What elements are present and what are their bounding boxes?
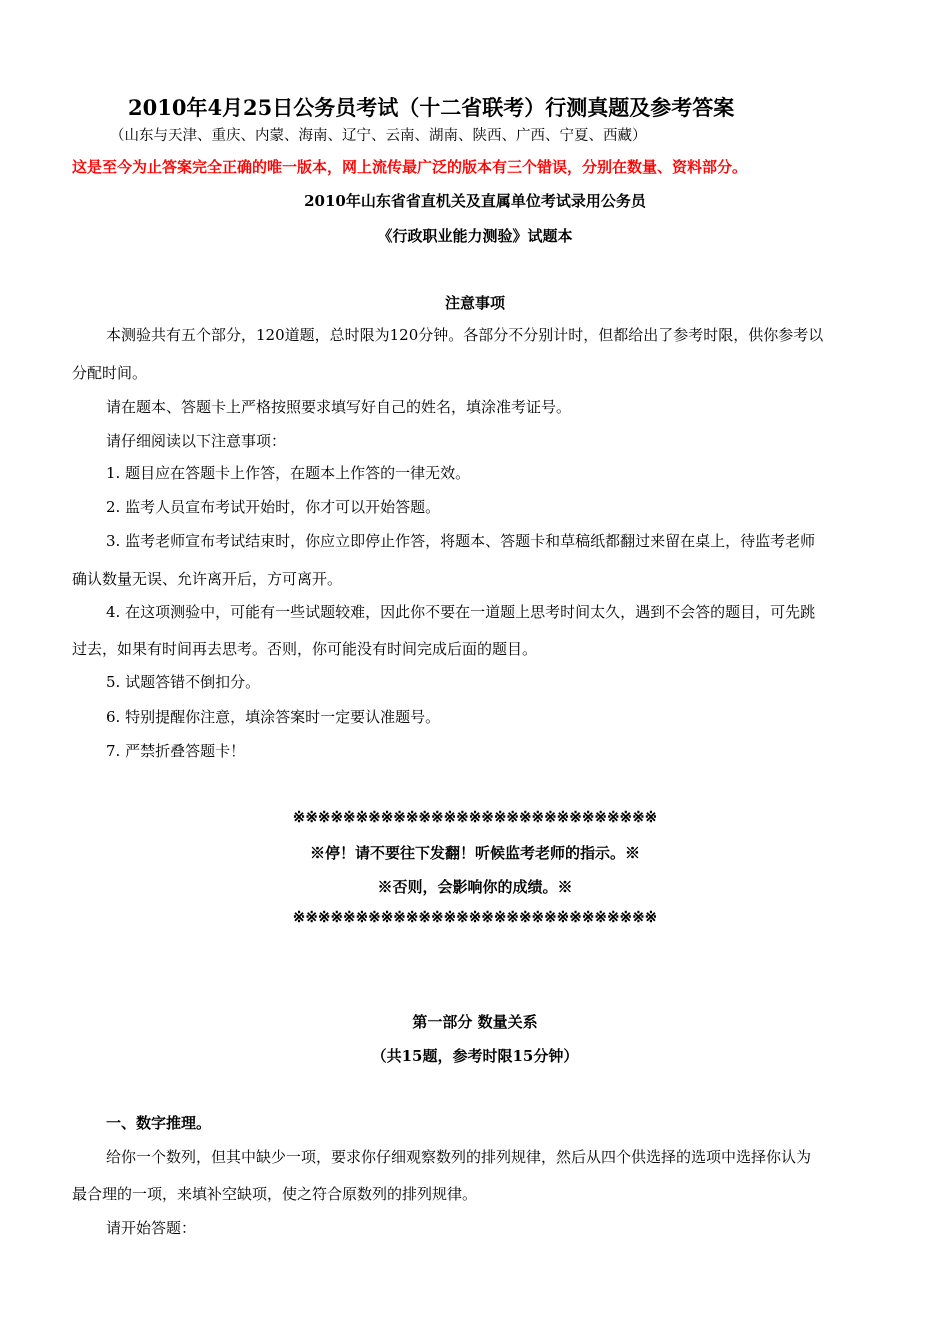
red-warning-notice: 这是至今为止答案完全正确的唯一版本，网上流传最广泛的版本有三个错误，分别在数量、资料部分。 bbox=[72, 158, 748, 176]
notice-paragraph-2: 请在题本、答题卡上严格按照要求填写好自己的姓名，填涂准考证号。 bbox=[106, 398, 572, 416]
notice-item-2: 2. 监考人员宣布考试开始时，你才可以开始答题。 bbox=[106, 498, 441, 516]
section-title: 一、数字推理。 bbox=[106, 1114, 212, 1132]
exam-heading: 2010年山东省省直机关及直属单位考试录用公务员 bbox=[304, 192, 646, 210]
notice-item-4: 4. 在这项测验中，可能有一些试题较难，因此你不要在一道题上思考时间太久，遇到不会答的题目，可先跳 bbox=[106, 603, 816, 621]
notice-paragraph-1-cont: 分配时间。 bbox=[72, 364, 148, 382]
section-instructions-cont: 最合理的一项，来填补空缺项，使之符合原数列的排列规律。 bbox=[72, 1185, 478, 1203]
stop-box-line-2: ※否则，会影响你的成绩。※ bbox=[377, 878, 573, 896]
document-subtitle: （山东与天津、重庆、内蒙、海南、辽宁、云南、湖南、陕西、广西、宁夏、西藏） bbox=[110, 128, 647, 144]
part1-title: 第一部分 数量关系 bbox=[412, 1013, 538, 1031]
notice-heading: 注意事项 bbox=[444, 294, 505, 312]
notice-item-1: 1. 题目应在答题卡上作答，在题本上作答的一律无效。 bbox=[106, 464, 471, 482]
stop-box-border-bottom: ※※※※※※※※※※※※※※※※※※※※※※※※※※※※※ bbox=[292, 908, 658, 926]
stop-box-border-top: ※※※※※※※※※※※※※※※※※※※※※※※※※※※※※ bbox=[292, 808, 658, 826]
start-prompt: 请开始答题： bbox=[106, 1219, 197, 1237]
notice-item-3-cont: 确认数量无误、允许离开后，方可离开。 bbox=[72, 570, 343, 588]
stop-box-line-1: ※停！请不要往下发翻！听候监考老师的指示。※ bbox=[309, 844, 640, 862]
section-instructions: 给你一个数列，但其中缺少一项，要求你仔细观察数列的排列规律，然后从四个供选择的选项中选择你认为 bbox=[106, 1148, 812, 1166]
notice-item-6: 6. 特别提醒你注意，填涂答案时一定要认准题号。 bbox=[106, 708, 441, 726]
notice-item-3: 3. 监考老师宣布考试结束时，你应立即停止作答，将题本、答题卡和草稿纸都翻过来留在桌上，待监考老师 bbox=[106, 532, 816, 550]
part1-subtitle: （共15题，参考时限15分钟） bbox=[371, 1047, 579, 1065]
notice-item-4-cont: 过去，如果有时间再去思考。否则，你可能没有时间完成后面的题目。 bbox=[72, 640, 538, 658]
notice-item-7: 7. 严禁折叠答题卡！ bbox=[106, 742, 246, 760]
notice-paragraph-1: 本测验共有五个部分，120道题，总时限为120分钟。各部分不分别计时，但都给出了参考时限，供你参考以 bbox=[106, 326, 824, 344]
notice-item-5: 5. 试题答错不倒扣分。 bbox=[106, 673, 261, 691]
notice-paragraph-3: 请仔细阅读以下注意事项： bbox=[106, 432, 287, 450]
document-title: 2010年4月25日公务员考试（十二省联考）行测真题及参考答案 bbox=[128, 95, 735, 120]
exam-booklet-title: 《行政职业能力测验》试题本 bbox=[377, 227, 573, 245]
